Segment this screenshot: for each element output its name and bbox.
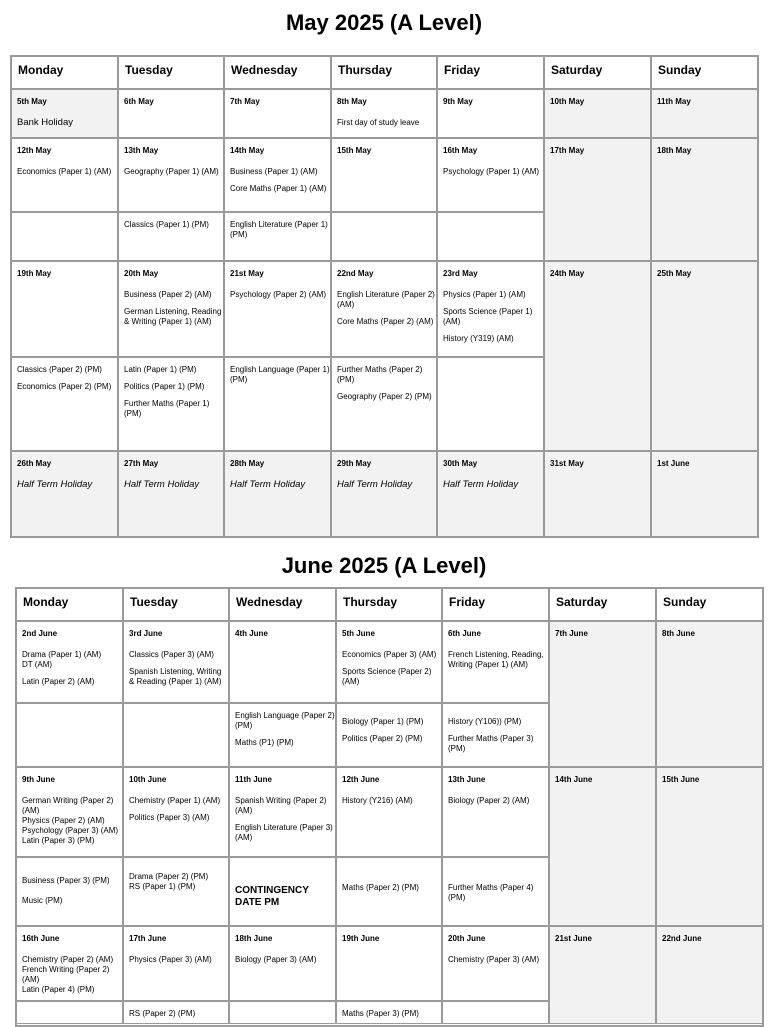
june-pm-cell (229, 703, 336, 767)
exam-entry: Chemistry (Paper 3) (AM) (448, 955, 540, 964)
june-pm-cell (442, 703, 549, 767)
exam-entry: Further Maths (Paper 1) (PM) (124, 399, 210, 418)
may-day-cell (11, 138, 118, 212)
exam-entry: Music (PM) (22, 896, 63, 905)
study-leave-note: First day of study leave (337, 118, 420, 127)
may-day-cell (437, 89, 544, 138)
june-day-cell (16, 767, 123, 857)
exam-entry: Core Maths (Paper 2) (AM) (337, 317, 434, 326)
date-label: 16th June (22, 934, 60, 943)
date-label: 26th May (17, 459, 52, 468)
date-label: 20th June (448, 934, 486, 943)
date-label: 31st May (550, 459, 584, 468)
may-day-cell (11, 261, 118, 357)
june-pm-cell (123, 703, 229, 767)
exam-entry: Maths (Paper 3) (PM) (342, 1009, 419, 1018)
date-label: 9th June (22, 775, 55, 784)
exam-entry: Biology (Paper 1) (PM) (342, 717, 424, 726)
june-title: June 2025 (A Level) (281, 553, 487, 578)
exam-entry: Sports Science (Paper 2) (AM) (342, 667, 432, 686)
date-label: 5th June (342, 629, 375, 638)
june-header-saturday: Saturday (549, 588, 656, 621)
june-header-friday: Friday (442, 588, 549, 621)
may-day-cell (651, 261, 758, 451)
contingency-date: CONTINGENCY DATE PM (235, 885, 309, 908)
date-label: 3rd June (129, 629, 163, 638)
may-day-cell (651, 138, 758, 261)
may-header-wednesday: Wednesday (224, 56, 331, 89)
exam-entry: Biology (Paper 2) (AM) (448, 796, 530, 805)
date-label: 21st May (230, 269, 264, 278)
date-label: 21st June (555, 934, 592, 943)
half-term-label: Half Term Holiday (124, 479, 200, 490)
holiday-label: Bank Holiday (17, 117, 73, 128)
date-label: 25th May (657, 269, 692, 278)
june-day-cell (442, 926, 549, 1001)
exam-entry: Business (Paper 1) (AM) (230, 167, 318, 176)
may-day-cell (11, 89, 118, 138)
may-day-cell (544, 451, 651, 537)
may-pm-cell (11, 212, 118, 261)
june-pm-cell (229, 1001, 336, 1024)
june-day-cell (442, 767, 549, 857)
date-label: 7th June (555, 629, 588, 638)
june-pm-cell (16, 857, 123, 926)
exam-entry: Business (Paper 3) (PM) (22, 876, 110, 885)
date-label: 7th May (230, 97, 260, 106)
exam-entry: Physics (Paper 3) (AM) (129, 955, 212, 964)
june-header-wednesday: Wednesday (229, 588, 336, 621)
date-label: 15th June (662, 775, 700, 784)
exam-entry: German Listening, Reading & Writing (Paper 1) (AM) (124, 307, 222, 326)
june-day-cell (229, 621, 336, 703)
date-label: 20th May (124, 269, 159, 278)
may-pm-cell (331, 212, 437, 261)
may-day-cell (224, 261, 331, 357)
june-header-tuesday: Tuesday (123, 588, 229, 621)
june-day-cell (549, 767, 656, 926)
date-label: 10th May (550, 97, 585, 106)
may-day-cell (331, 261, 437, 357)
june-day-cell (656, 621, 763, 767)
exam-entry: Politics (Paper 2) (PM) (342, 734, 423, 743)
may-header-sunday: Sunday (651, 56, 758, 89)
date-label: 28th May (230, 459, 265, 468)
exam-entry: French Listening, Reading, Writing (Paper 1) (AM) (448, 650, 544, 669)
may-day-cell (544, 89, 651, 138)
june-pm-cell (16, 703, 123, 767)
date-label: 9th May (443, 97, 473, 106)
may-header-thursday: Thursday (331, 56, 437, 89)
exam-entry: Maths (Paper 2) (PM) (342, 883, 419, 892)
may-day-cell (118, 138, 224, 212)
exam-entry: Further Maths (Paper 4) (PM) (448, 883, 534, 902)
may-pm-cell (118, 212, 224, 261)
date-label: 8th May (337, 97, 367, 106)
exam-entry: Spanish Writing (Paper 2) (AM) (235, 796, 327, 815)
may-header-saturday: Saturday (544, 56, 651, 89)
june-pm-cell (229, 857, 336, 926)
may-day-cell (11, 451, 118, 537)
date-label: 17th May (550, 146, 585, 155)
date-label: 10th June (129, 775, 167, 784)
exam-entry: English Literature (Paper 3) (AM) (235, 823, 333, 842)
june-pm-cell (123, 1001, 229, 1024)
exam-entry: Sports Science (Paper 1) (AM) (443, 307, 533, 326)
date-label: 12th May (17, 146, 52, 155)
may-day-cell (651, 451, 758, 537)
june-pm-cell (336, 703, 442, 767)
exam-entry: Further Maths (Paper 2) (PM) (337, 365, 423, 384)
date-label: 11th May (657, 97, 691, 106)
date-label: 24th May (550, 269, 585, 278)
date-label: 13th May (124, 146, 159, 155)
date-label: 14th May (230, 146, 265, 155)
may-day-cell (437, 261, 544, 357)
june-pm-cell (442, 857, 549, 926)
june-day-cell (442, 621, 549, 703)
june-day-cell (336, 767, 442, 857)
exam-entry: Economics (Paper 3) (AM) (342, 650, 437, 659)
june-day-cell (336, 926, 442, 1001)
may-header-monday: Monday (11, 56, 118, 89)
date-label: 22nd May (337, 269, 374, 278)
date-label: 15th May (337, 146, 372, 155)
half-term-label: Half Term Holiday (230, 479, 306, 490)
june-day-cell (656, 926, 763, 1024)
half-term-label: Half Term Holiday (443, 479, 519, 490)
june-header-monday: Monday (16, 588, 123, 621)
exam-entry: Physics (Paper 1) (AM) (443, 290, 526, 299)
exam-entry: English Language (Paper 1) (PM) (230, 365, 330, 384)
exam-entry: Classics (Paper 2) (PM) (17, 365, 102, 374)
date-label: 13th June (448, 775, 486, 784)
exam-entry: Economics (Paper 1) (AM) (17, 167, 112, 176)
may-pm-cell (224, 357, 331, 451)
may-pm-cell (224, 212, 331, 261)
exam-entry: English Literature (Paper 2) (AM) (337, 290, 435, 309)
june-day-cell (123, 621, 229, 703)
date-label: 18th May (657, 146, 692, 155)
may-day-cell (224, 138, 331, 212)
may-day-cell (224, 451, 331, 537)
june-pm-cell (442, 1001, 549, 1024)
june-day-cell (123, 926, 229, 1001)
exam-entry: Psychology (Paper 2) (AM) (230, 290, 327, 299)
may-day-cell (331, 138, 437, 212)
june-header-sunday: Sunday (656, 588, 763, 621)
exam-entry: German Writing (Paper 2) (AM) Physics (Paper 2) (AM) Psychology (Paper 3) (AM) Latin (Paper 3) (PM) (22, 796, 119, 845)
exam-entry: History (Y216) (AM) (342, 796, 413, 805)
exam-entry: Classics (Paper 3) (AM) (129, 650, 214, 659)
june-pm-cell (336, 857, 442, 926)
may-header-friday: Friday (437, 56, 544, 89)
exam-entry: Further Maths (Paper 3) (PM) (448, 734, 534, 753)
date-label: 19th June (342, 934, 380, 943)
date-label: 27th May (124, 459, 159, 468)
exam-entry: Spanish Listening, Writing & Reading (Paper 1) (AM) (129, 667, 222, 686)
date-label: 2nd June (22, 629, 58, 638)
exam-entry: History (Y319) (AM) (443, 334, 514, 343)
may-pm-cell (437, 212, 544, 261)
date-label: 11th June (235, 775, 272, 784)
june-pm-cell (336, 1001, 442, 1024)
june-pm-cell (123, 857, 229, 926)
may-day-cell (331, 89, 437, 138)
half-term-label: Half Term Holiday (17, 479, 93, 490)
june-day-cell (656, 767, 763, 926)
may-day-cell (118, 451, 224, 537)
may-day-cell (544, 138, 651, 261)
may-title: May 2025 (A Level) (285, 10, 483, 35)
date-label: 5th May (17, 97, 47, 106)
may-header-tuesday: Tuesday (118, 56, 224, 89)
date-label: 6th June (448, 629, 481, 638)
june-day-cell (336, 621, 442, 703)
exam-entry: Classics (Paper 1) (PM) (124, 220, 209, 229)
june-day-cell (549, 926, 656, 1024)
date-label: 6th May (124, 97, 154, 106)
date-label: 18th June (235, 934, 273, 943)
may-pm-cell (331, 357, 437, 451)
exam-entry: Chemistry (Paper 2) (AM) French Writing (Paper 2) (AM) Latin (Paper 4) (PM) (22, 955, 114, 994)
exam-entry: Politics (Paper 3) (AM) (129, 813, 210, 822)
june-day-cell (123, 767, 229, 857)
date-label: 4th June (235, 629, 268, 638)
exam-entry: History (Y106)) (PM) (448, 717, 522, 726)
date-label: 1st June (657, 459, 690, 468)
half-term-label: Half Term Holiday (337, 479, 413, 490)
date-label: 22nd June (662, 934, 702, 943)
exam-entry: Chemistry (Paper 1) (AM) (129, 796, 221, 805)
exam-entry: Latin (Paper 1) (PM) (124, 365, 197, 374)
june-header-thursday: Thursday (336, 588, 442, 621)
may-pm-cell (437, 357, 544, 451)
exam-entry: Economics (Paper 2) (PM) (17, 382, 112, 391)
june-pm-cell (16, 1001, 123, 1024)
may-day-cell (118, 89, 224, 138)
exam-entry: Geography (Paper 2) (PM) (337, 392, 432, 401)
exam-entry: Business (Paper 2) (AM) (124, 290, 212, 299)
may-day-cell (224, 89, 331, 138)
exam-entry: English Language (Paper 2) (PM) (235, 711, 335, 730)
date-label: 30th May (443, 459, 478, 468)
exam-entry: Politics (Paper 1) (PM) (124, 382, 205, 391)
exam-entry: English Literature (Paper 1) (PM) (230, 220, 328, 239)
june-day-cell (549, 621, 656, 767)
exam-entry: Drama (Paper 2) (PM) RS (Paper 1) (PM) (129, 872, 209, 891)
date-label: 23rd May (443, 269, 478, 278)
may-day-cell (118, 261, 224, 357)
exam-entry: Psychology (Paper 1) (AM) (443, 167, 540, 176)
date-label: 19th May (17, 269, 52, 278)
may-day-cell (331, 451, 437, 537)
date-label: 12th June (342, 775, 380, 784)
date-label: 14th June (555, 775, 593, 784)
exam-entry: Drama (Paper 1) (AM) DT (AM) (22, 650, 102, 669)
date-label: 16th May (443, 146, 478, 155)
june-day-cell (229, 926, 336, 1001)
may-pm-cell (118, 357, 224, 451)
exam-entry: Latin (Paper 2) (AM) (22, 677, 95, 686)
june-day-cell (16, 621, 123, 703)
exam-entry: Geography (Paper 1) (AM) (124, 167, 219, 176)
date-label: 17th June (129, 934, 167, 943)
exam-entry: Biology (Paper 3) (AM) (235, 955, 317, 964)
exam-entry: RS (Paper 2) (PM) (129, 1009, 196, 1018)
june-day-cell (229, 767, 336, 857)
may-day-cell (437, 138, 544, 212)
exam-entry: Maths (P1) (PM) (235, 738, 294, 747)
exam-entry: Core Maths (Paper 1) (AM) (230, 184, 327, 193)
june-day-cell (16, 926, 123, 1001)
may-day-cell (651, 89, 758, 138)
date-label: 29th May (337, 459, 372, 468)
date-label: 8th June (662, 629, 695, 638)
may-day-cell (544, 261, 651, 451)
may-day-cell (437, 451, 544, 537)
may-pm-cell (11, 357, 118, 451)
